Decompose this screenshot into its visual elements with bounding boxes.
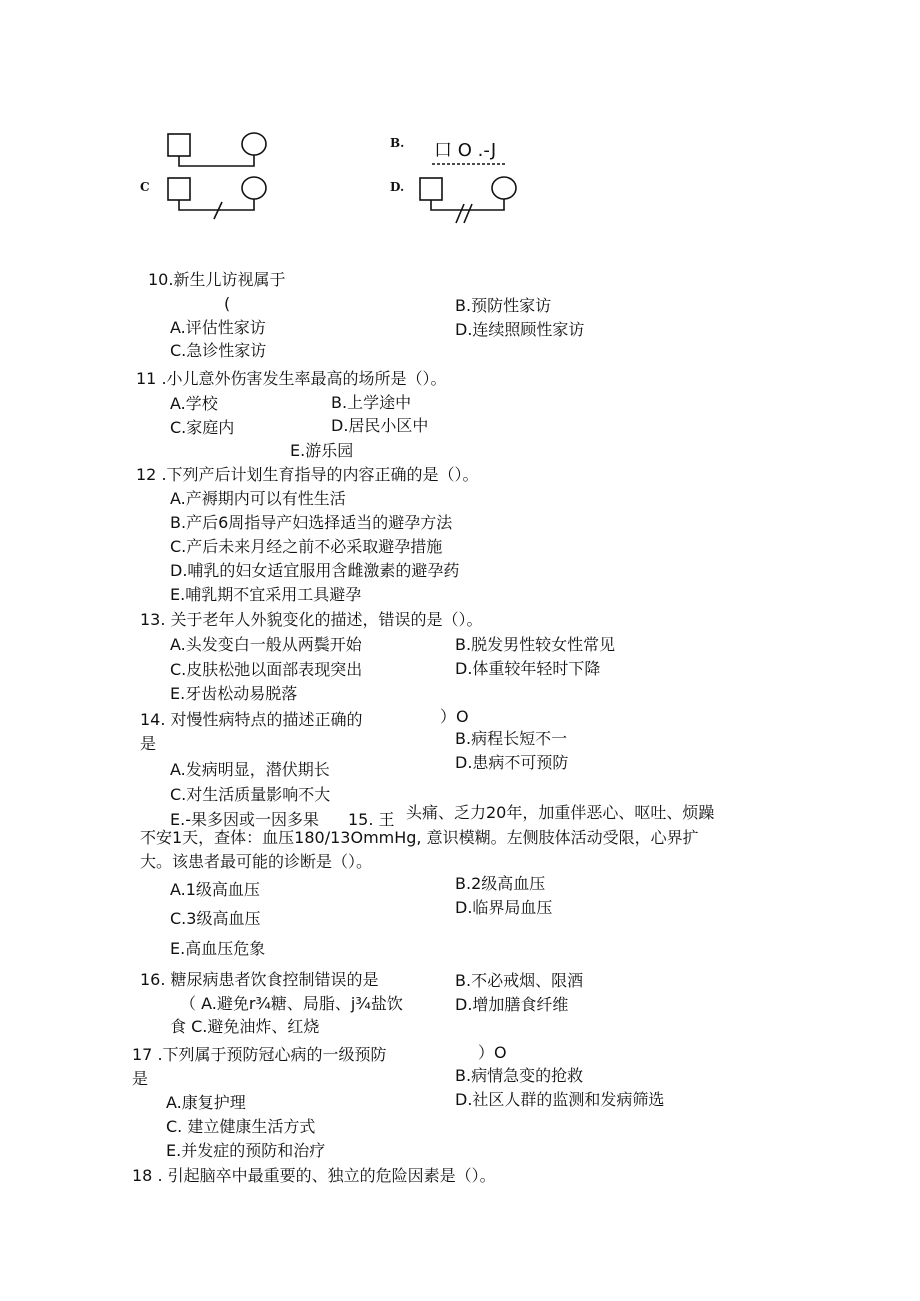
q15-option-c: C.3级高血压	[170, 909, 261, 928]
q17-stem-line1: 17 .下列属于预防冠心病的一级预防	[132, 1045, 387, 1064]
q14-stem-line1: 14. 对慢性病特点的描述正确的	[140, 710, 363, 729]
q10-paren: (	[224, 294, 231, 313]
pedigree-b-dashed-line	[430, 160, 510, 168]
q11-option-c: C.家庭内	[170, 418, 235, 437]
q17-option-e: E.并发症的预防和治疗	[166, 1141, 326, 1160]
q16-stem-line2: （ A.避免r¾糖、局脂、j¾盐饮	[180, 994, 403, 1013]
q15-option-e: E.高血压危象	[170, 939, 266, 958]
q17-option-b: B.病情急变的抢救	[455, 1066, 584, 1085]
q14-option-a: A.发病明显，潜伏期长	[170, 760, 330, 779]
q11-option-b: B.上学途中	[331, 393, 412, 412]
pedigree-label-b: B.	[390, 136, 405, 150]
q16-stem: 16. 糖尿病患者饮食控制错误的是	[140, 970, 379, 989]
q16-stem-line3: 食 C.避免油炸、红烧	[170, 1017, 320, 1036]
q11-stem: 11 .小儿意外伤害发生率最高的场所是（）。	[136, 369, 447, 388]
q13-option-d: D.体重较年轻时下降	[455, 659, 601, 678]
q10-option-a: A.评估性家访	[170, 318, 266, 337]
pedigree-label-d: D.	[390, 180, 405, 194]
q13-option-b: B.脱发男性较女性常见	[455, 635, 616, 654]
q10-option-c: C.急诊性家访	[170, 341, 267, 360]
q17-option-d: D.社区人群的监测和发病筛选	[455, 1090, 665, 1109]
q16-option-b: B.不必戒烟、限酒	[455, 971, 584, 990]
q14-option-d: D.患病不可预防	[455, 753, 569, 772]
q15-number: 15. 王	[348, 810, 395, 829]
q12-stem: 12 .下列产后计划生育指导的内容正确的是（）。	[136, 465, 479, 484]
pedigree-b-text: 口 O .-J	[434, 140, 497, 161]
q15-stem-line2: 不安1天，查体：血压180/13OmmHg, 意识模糊。左侧肢体活动受限，心界扩	[140, 828, 699, 847]
q18-stem: 18 . 引起脑卒中最重要的、独立的危险因素是（）。	[132, 1166, 496, 1185]
q15-option-b: B.2级高血压	[455, 874, 546, 893]
q12-option-b: B.产后6周指导产妇选择适当的避孕方法	[170, 513, 453, 532]
q10-stem: 10.新生儿访视属于	[148, 270, 286, 289]
q10-option-d: D.连续照顾性家访	[455, 320, 585, 339]
q16-option-d: D.增加膳食纤维	[455, 995, 569, 1014]
q11-option-d: D.居民小区中	[331, 416, 429, 435]
pedigree-label-c: C	[140, 180, 150, 194]
q15-stem-line1: 头痛、乏力20年，加重伴恶心、呕吐、烦躁	[406, 803, 715, 822]
q13-stem: 13. 关于老年人外貌变化的描述，错误的是（）。	[140, 610, 483, 629]
q13-option-a: A.头发变白一般从两鬓开始	[170, 635, 362, 654]
q17-option-c: C. 建立健康生活方式	[166, 1117, 316, 1136]
q12-option-e: E.哺乳期不宜采用工具避孕	[170, 585, 362, 604]
pedigree-d-diagram	[418, 176, 528, 226]
q15-option-a: A.1级高血压	[170, 880, 260, 899]
q13-option-e: E.牙齿松动易脱落	[170, 684, 298, 703]
q17-stem-line2: 是	[132, 1069, 149, 1088]
q12-option-d: D.哺乳的妇女适宜服用含雌激素的避孕药	[170, 561, 460, 580]
q17-option-a: A.康复护理	[166, 1093, 246, 1112]
q17-stem-tail: ）O	[478, 1043, 507, 1062]
q12-option-a: A.产褥期内可以有性生活	[170, 489, 346, 508]
q10-option-b: B.预防性家访	[455, 296, 552, 315]
q11-option-a: A.学校	[170, 394, 218, 413]
q14-option-c: C.对生活质量影响不大	[170, 785, 331, 804]
q14-stem-line2: 是	[140, 734, 157, 753]
q11-option-e: E.游乐园	[290, 441, 354, 460]
q12-option-c: C.产后未来月经之前不必采取避孕措施	[170, 537, 443, 556]
q14-option-e: E.-果多因或一因多果	[170, 810, 319, 829]
q14-option-b: B.病程长短不一	[455, 729, 568, 748]
q14-stem-tail: ）O	[440, 707, 469, 726]
pedigree-a-diagram	[166, 132, 276, 172]
q15-option-d: D.临界局血压	[455, 898, 553, 917]
q15-stem-line3: 大。该患者最可能的诊断是（）。	[140, 852, 373, 871]
q13-option-c: C.皮肤松弛以面部表现突出	[170, 660, 363, 679]
pedigree-c-diagram	[166, 176, 276, 220]
